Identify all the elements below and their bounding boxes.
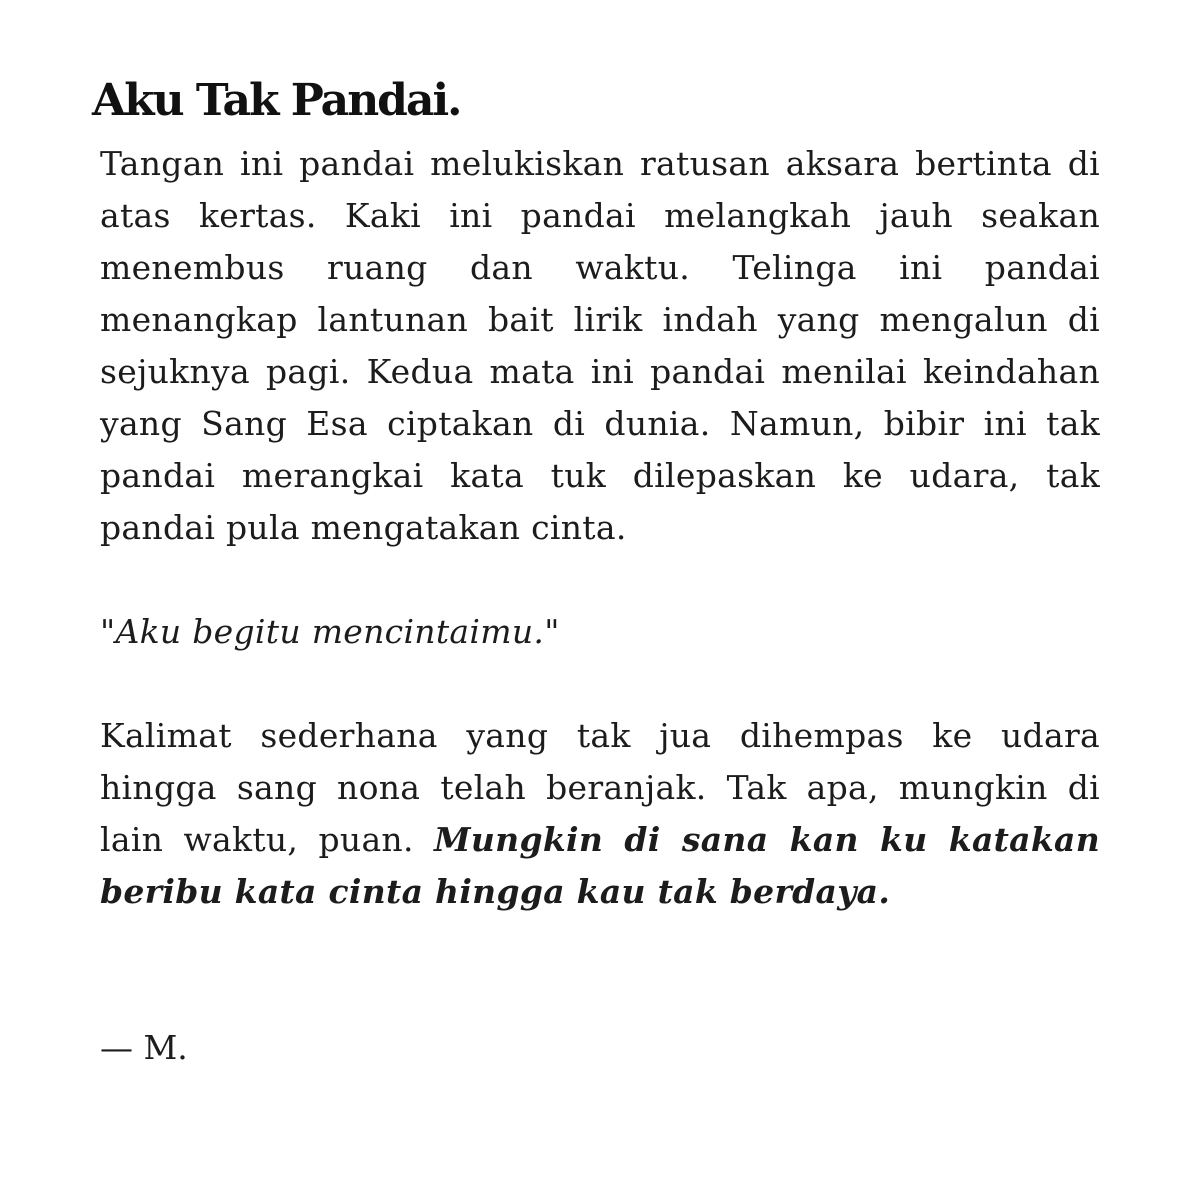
paragraph-two-emphasis: Mungkin di sana kan ku katakan beribu kata cinta hingga kau tak berdaya. <box>100 820 1100 911</box>
paragraph-two-plain: Kalimat sederhana yang tak jua dihempas ke udara hingga sang nona telah beranjak. Tak apa, mungkin di lain waktu, puan. <box>100 716 1100 859</box>
document-title: Aku Tak Pandai. <box>92 75 461 126</box>
document-page <box>92 70 1100 1074</box>
signature: — M. <box>100 1028 188 1067</box>
quote-close-mark: " <box>544 612 560 651</box>
quote-line <box>100 606 1100 658</box>
paragraph-two <box>100 710 1100 918</box>
quote-open-mark: " <box>100 612 116 651</box>
paragraph-one: Tangan ini pandai melukiskan ratusan aksara bertinta di atas kertas. Kaki ini pandai melangkah jauh seakan menembus ruang dan waktu. Telinga ini pandai menangkap lantunan bait lirik indah yang mengalun di sejuknya pagi. Kedua mata ini pandai menilai keindahan yang Sang Esa ciptakan di dunia. Namun, bibir ini tak pandai merangkai kata tuk dilepaskan ke udara, tak pandai pula mengatakan cinta. <box>100 144 1100 547</box>
quote-text: Aku begitu mencintaimu. <box>115 612 545 651</box>
